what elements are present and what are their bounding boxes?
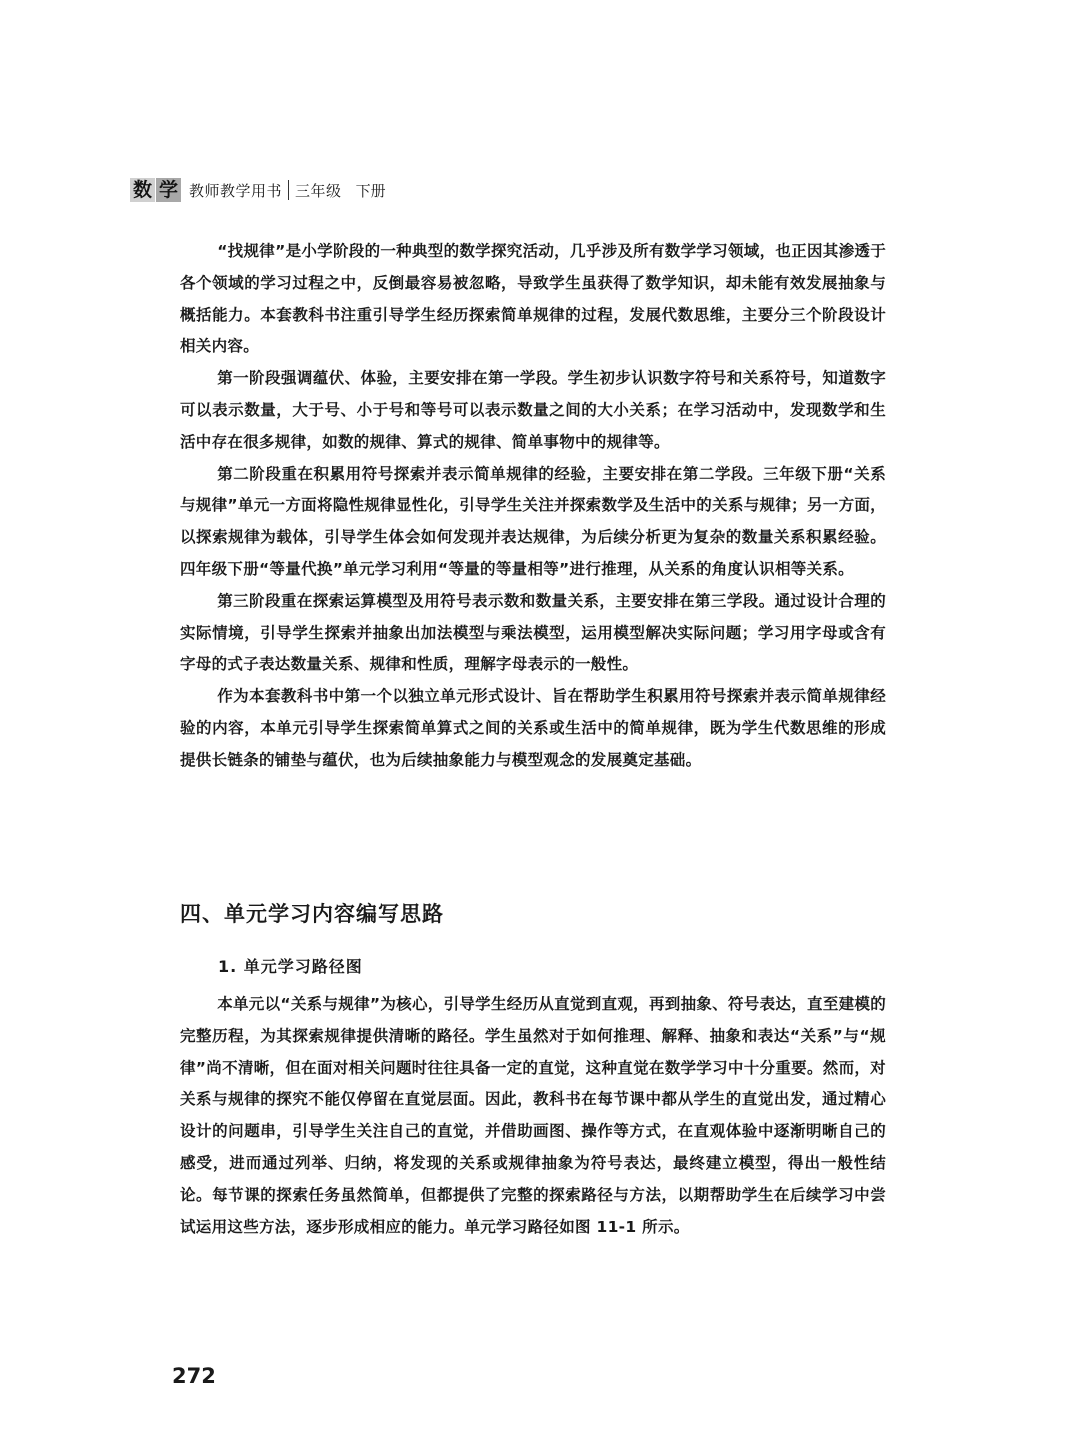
paragraph: 第三阶段重在探索运算模型及用符号表示数和数量关系，主要安排在第三学段。通过设计合理的实际情境，引导学生探索并抽象出加法模型与乘法模型，运用模型解决实际问题；学习用字母或含有字母的式子表达数量关系、规律和性质，理解字母表示的一般性。 [180,591,886,674]
section-heading: 四、单元学习内容编写思路 [180,902,444,926]
body-text-part1 [180,236,886,777]
logo-char-2: 学 [156,178,181,202]
paragraph: 本单元以“关系与规律”为核心，引导学生经历从直觉到直观，再到抽象、符号表达，直至建模的完整历程，为其探索规律提供清晰的路径。学生虽然对于如何推理、解释、抽象和表达“关系”与“规律”尚不清晰，但在面对相关问题时往往具备一定的直觉，这种直觉在数学学习中十分重要。然而，对关系与规律的探究不能仅停留在直觉层面。因此，教科书在每节课中都从学生的直觉出发，通过精心设计的问题串，引导学生关注自己的直觉，并借助画图、操作等方式，在直观体验中逐渐明晰自己的感受，进而通过列举、归纳，将发现的关系或规律抽象为符号表达，最终建立模型，得出一般性结论。每节课的探索任务虽然简单，但都提供了完整的探索路径与方法，以期帮助学生在后续学习中尝试运用这些方法，逐步形成相应的能力。单元学习路径如图 11-1 所示。 [180,995,886,1236]
volume-label: 下册 [355,181,386,200]
grade-label: 三年级 [295,181,342,200]
header-divider [288,180,289,200]
logo-char-1: 数 [130,178,155,202]
paragraph: 作为本套教科书中第一个以独立单元形式设计、旨在帮助学生积累用符号探索并表示简单规律经验的内容，本单元引导学生探索简单算式之间的关系或生活中的简单规律，既为学生代数思维的形成提供长链条的铺垫与蕴伏，也为后续抽象能力与模型观念的发展奠定基础。 [180,687,886,769]
running-header [130,176,386,204]
paragraph: 第一阶段强调蕴伏、体验，主要安排在第一学段。学生初步认识数字符号和关系符号，知道数字可以表示数量，大于号、小于号和等号可以表示数量之间的大小关系；在学习活动中，发现数学和生活中存在很多规律，如数的规律、算式的规律、简单事物中的规律等。 [180,369,886,451]
paragraph: “找规律”是小学阶段的一种典型的数学探究活动，几乎涉及所有数学学习领域，也正因其渗透于各个领域的学习过程之中，反倒最容易被忽略，导致学生虽获得了数学知识，却未能有效发展抽象与概括能力。本套教科书注重引导学生经历探索简单规律的过程，发展代数思维，主要分三个阶段设计相关内容。 [180,242,886,356]
paragraph: 第二阶段重在积累用符号探索并表示简单规律的经验，主要安排在第二学段。三年级下册“关系与规律”单元一方面将隐性规律显性化，引导学生关注并探索数学及生活中的关系与规律；另一方面，以探索规律为载体，引导学生体会如何发现并表达规律，为后续分析更为复杂的数量关系积累经验。四年级下册“等量代换”单元学习利用“等量的等量相等”进行推理，从关系的角度认识相等关系。 [180,464,886,578]
book-name: 教师教学用书 [189,181,283,200]
page-number: 272 [172,1364,216,1388]
body-text-part2 [180,989,886,1243]
subsection-heading: 1. 单元学习路径图 [218,957,363,976]
subject-logo [130,178,181,202]
